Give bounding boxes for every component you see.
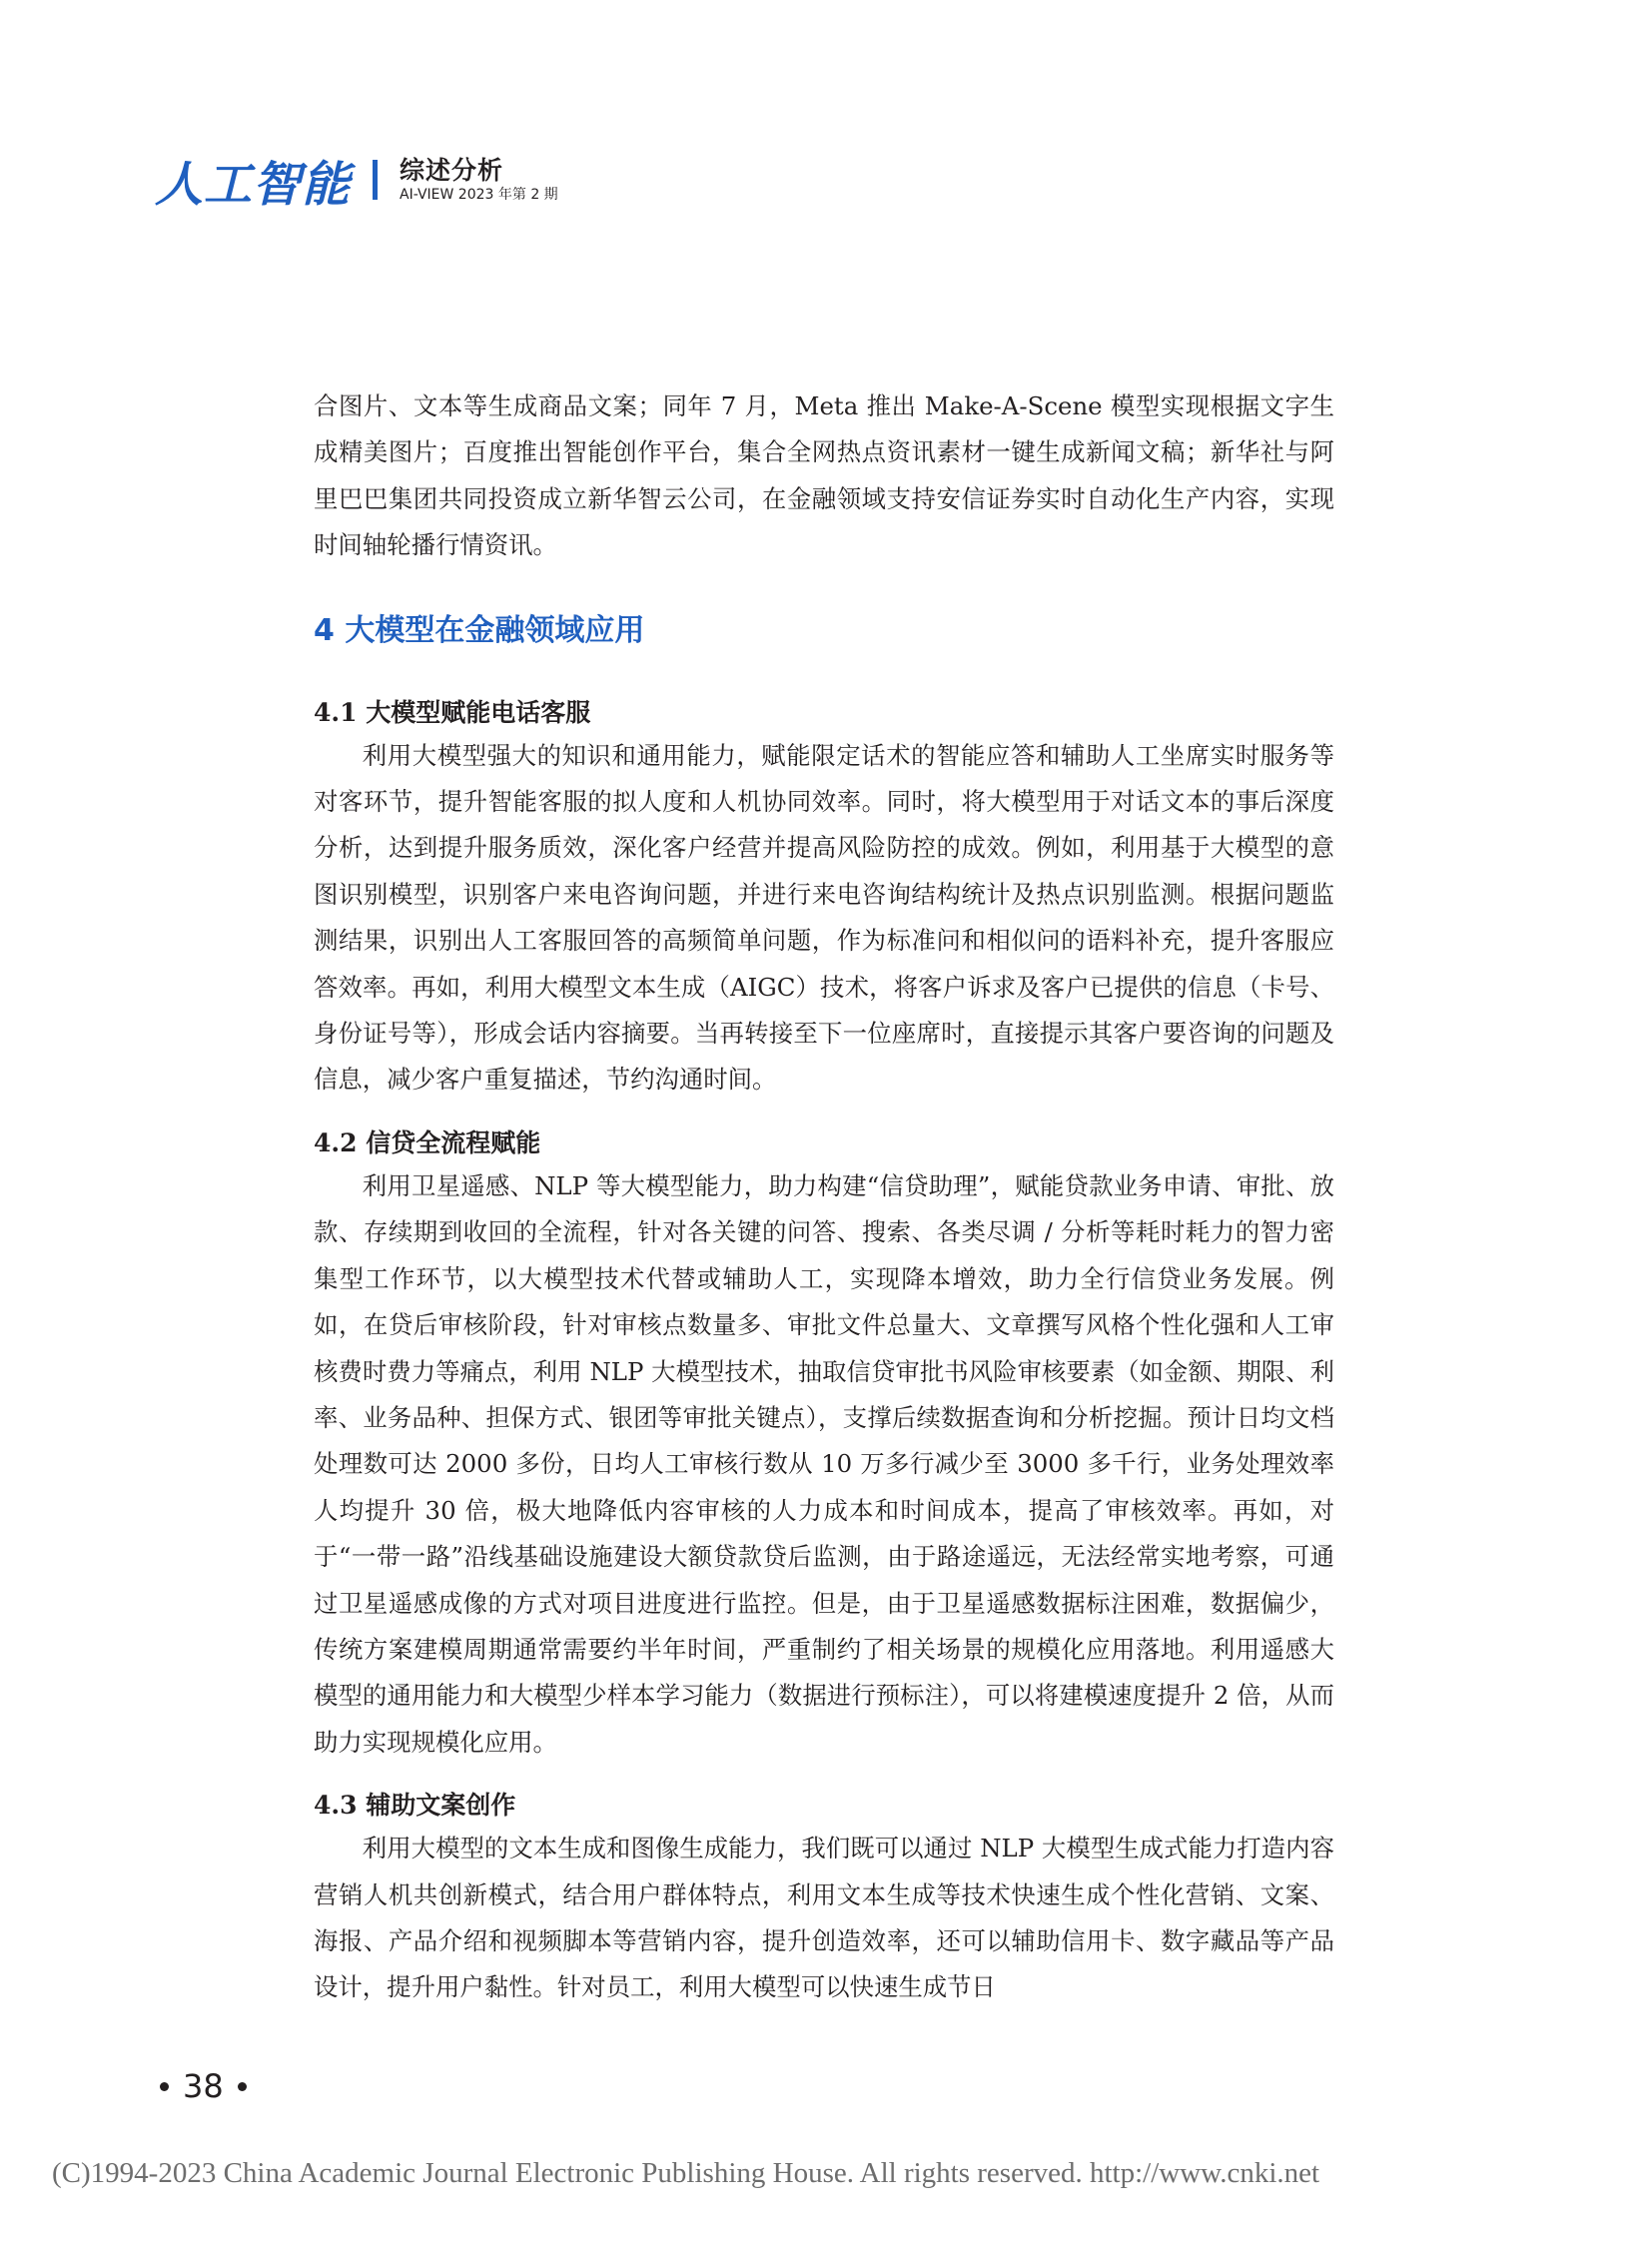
paragraph-4-3: 利用大模型的文本生成和图像生成能力，我们既可以通过 NLP 大模型生成式能力打造内容营销人机共创新模式，结合用户群体特点，利用文本生成等技术快速生成个性化营销、文案、海报、产品介绍和视频脚本等营销内容，提升创造效率，还可以辅助信用卡、数字藏品等产品设计，提升用户黏性。针对员工，利用大模型可以快速生成节日 <box>314 1834 1334 2002</box>
journal-header <box>155 150 558 213</box>
journal-logo: 人工智能 <box>155 156 352 213</box>
subsection-heading-4-3: 4.3 辅助文案创作 <box>314 1791 516 1821</box>
paragraph-4-1: 利用大模型强大的知识和通用能力，赋能限定话术的智能应答和辅助人工坐席实时服务等对客环节，提升智能客服的拟人度和人机协同效率。同时，将大模型用于对话文本的事后深度分析，达到提升服务质效，深化客户经营并提高风险防控的成效。例如，利用基于大模型的意图识别模型，识别客户来电咨询问题，并进行来电咨询结构统计及热点识别监测。根据问题监测结果，识别出人工客服回答的高频简单问题，作为标准问和相似问的语料补充，提升客服应答效率。再如，利用大模型文本生成（AIGC）技术，将客户诉求及客户已提供的信息（卡号、身份证号等），形成会话内容摘要。当再转接至下一位座席时，直接提示其客户要咨询的问题及信息，减少客户重复描述，节约沟通时间。 <box>314 740 1334 1095</box>
header-divider <box>373 160 378 200</box>
subsection-heading-4-2: 4.2 信贷全流程赋能 <box>314 1127 541 1157</box>
paragraph-4-2: 利用卫星遥感、NLP 等大模型能力，助力构建“信贷助理”，赋能贷款业务申请、审批、放款、存续期到收回的全流程，针对各关键的问答、搜索、各类尽调 / 分析等耗时耗力的智力密集型工作环节，以大模型技术代替或辅助人工，实现降本增效，助力全行信贷业务发展。例如，在贷后审核阶段，针对审核点数量多、审批文件总量大、文章撰写风格个性化强和人工审核费时费力等痛点，利用 NLP 大模型技术，抽取信贷审批书风险审核要素（如金额、期限、利率、业务品种、担保方式、银团等审批关键点），支撑后续数据查询和分析挖掘。预计日均文档处理数可达 2000 多份，日均人工审核行数从 10 万多行减少至 3000 多千行，业务处理效率人均提升 30 倍，极大地降低内容审核的人力成本和时间成本，提高了审核效率。再如，对于“一带一路”沿线基础设施建设大额贷款贷后监测，由于路途遥远，无法经常实地考察，可通过卫星遥感成像的方式对项目进度进行监控。但是，由于卫星遥感数据标注困难，数据偏少，传统方案建模周期通常需要约半年时间，严重制约了相关场景的规模化应用落地。利用遥感大模型的通用能力和大模型少样本学习能力（数据进行预标注），可以将建模速度提升 2 倍，从而助力实现规模化应用。 <box>314 1170 1334 1757</box>
intro-paragraph: 合图片、文本等生成商品文案；同年 7 月，Meta 推出 Make-A-Scene 模型实现根据文字生成精美图片；百度推出智能创作平台，集合全网热点资讯素材一键生成新闻文稿；新华社与阿里巴巴集团共同投资成立新华智云公司，在金融领域支持安信证券实时自动化生产内容，实现时间轴轮播行情资讯。 <box>314 391 1334 560</box>
subsection-heading-4-1: 4.1 大模型赋能电话客服 <box>314 697 591 727</box>
bullet-dot-right <box>238 2082 247 2091</box>
page-number <box>160 2067 247 2105</box>
copyright-footer: (C)1994-2023 China Academic Journal Electronic Publishing House. All rights reserved. http://www.cnki.net <box>52 2157 1320 2189</box>
article-body <box>314 383 1334 2011</box>
bullet-dot-left <box>160 2082 169 2091</box>
issue-info: AI-VIEW 2023 年第 2 期 <box>400 187 558 203</box>
section-heading-4: 4 大模型在金融领域应用 <box>314 612 645 648</box>
page-number-value: 38 <box>183 2067 224 2105</box>
header-text <box>400 156 558 204</box>
section-category: 综述分析 <box>400 156 504 185</box>
